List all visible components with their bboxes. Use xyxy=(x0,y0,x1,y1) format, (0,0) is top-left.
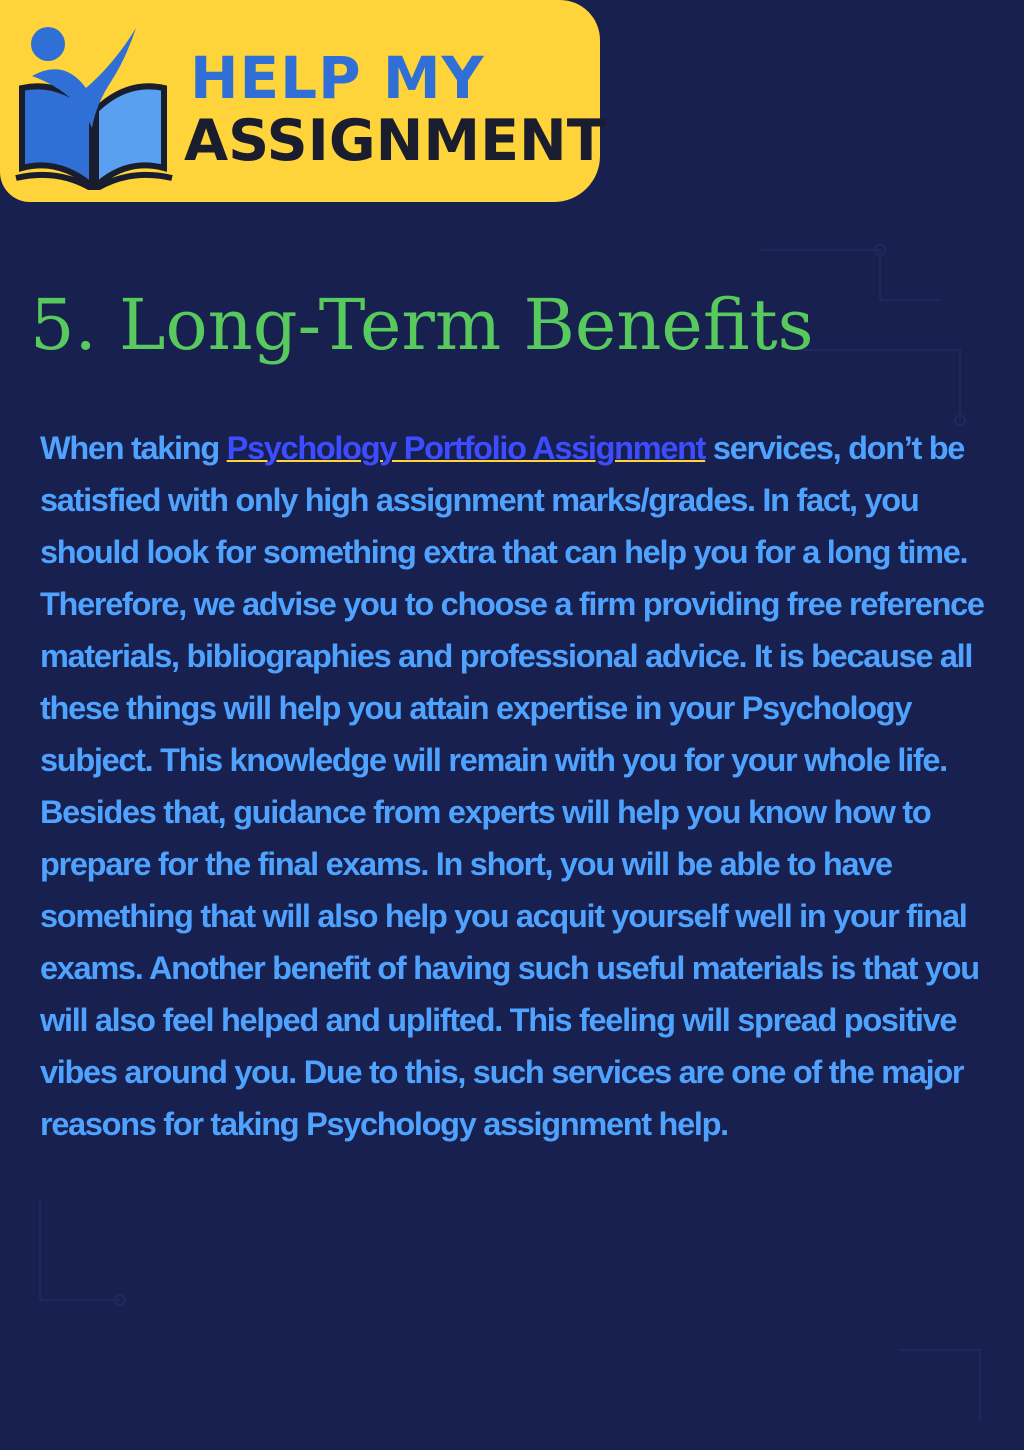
psychology-portfolio-assignment-link[interactable]: Psychology Portfolio Assignment xyxy=(226,430,706,466)
paragraph-body: services, don’t be satisfied with only high assignment marks/grades. In fact, you should look for something extra that can help you for a long time. Therefore, we advise you to choose a firm providing free reference materials, bibliographies and professional advice. It is because all these things will help you attain expertise in your Psychology subject. This knowledge will remain with you for your whole life. Besides that, guidance from experts will help you know how to prepare for the final exams. In short, you will be able to have something that will also help you acquit yourself well in your final exams. Another benefit of having such useful materials is that you will also feel helped and uplifted. This feeling will spread positive vibes around you. Due to this, such services are one of the major reasons for taking Psychology assignment help. xyxy=(40,430,984,1142)
logo xyxy=(0,0,606,202)
section-heading: 5. Long-Term Benefits xyxy=(30,284,814,366)
book-person-icon xyxy=(14,18,174,190)
paragraph-intro: When taking xyxy=(40,430,227,466)
body-paragraph xyxy=(40,422,1005,1150)
logo-text-help-my: HELP MY xyxy=(190,44,485,112)
logo-text-assignment: ASSIGNMENT xyxy=(184,108,606,174)
